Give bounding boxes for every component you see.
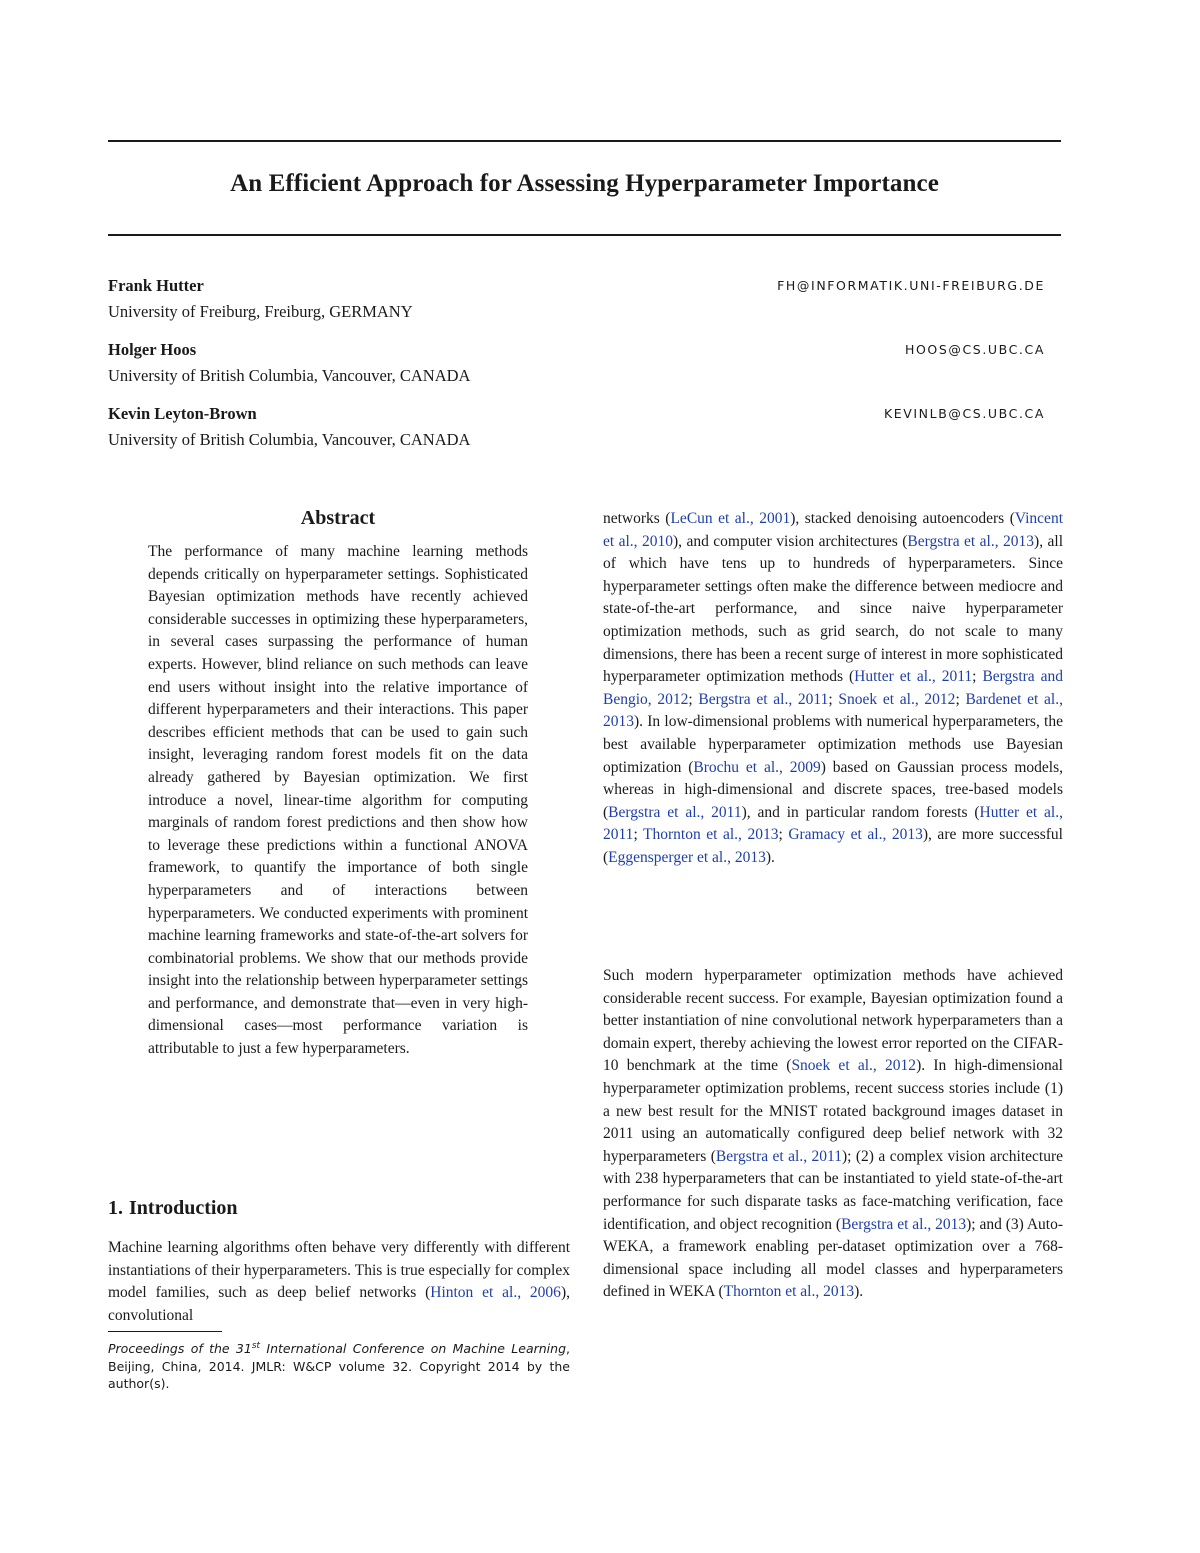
citation-link[interactable]: Gramacy et al., 2013: [788, 826, 923, 844]
footnote-venue: [108, 1341, 566, 1356]
paragraph-text: ). In low-dimensional problems with numerical hyperparameters, the best available hyperparameter optimization methods use Bayesian optimization (: [603, 713, 1063, 776]
citation-link[interactable]: Brochu et al., 2009: [693, 758, 821, 776]
section-number: 1.: [108, 1197, 123, 1219]
author-name: Holger Hoos: [108, 340, 197, 359]
intro-paragraph: [108, 1237, 570, 1327]
citation-link[interactable]: Thornton et al., 2013: [723, 1283, 855, 1301]
citation-link[interactable]: Bergstra and Bengio, 2012: [603, 668, 1064, 708]
paragraph-text: ).: [765, 848, 775, 866]
title-rule-top: [108, 140, 1061, 142]
paragraph-text: ).: [854, 1283, 864, 1301]
citation-link[interactable]: Bergstra et al., 2013: [841, 1215, 967, 1233]
author-block: [108, 340, 1045, 385]
paragraph-text: ;: [778, 826, 789, 844]
paragraph-text: ;: [688, 690, 699, 708]
citation-link[interactable]: Hinton et al., 2006: [430, 1284, 561, 1302]
right-column-paragraph-2: [603, 965, 1063, 1304]
paragraph-text: ), and in particular random forests (: [741, 803, 980, 821]
author-affiliation: University of British Columbia, Vancouver, CANADA: [108, 366, 471, 385]
footnote-superscript: st: [251, 1341, 261, 1351]
paragraph-text: ), and computer vision architectures (: [673, 532, 908, 550]
paragraph-text: ;: [972, 668, 983, 686]
paragraph-text: ), stacked denoising autoencoders (: [790, 510, 1015, 527]
paragraph-text: ), all of which have tens up to hundreds of hyperparameters. Since hyperparameter settings often make the difference between mediocre and state-of-the-art performance, and since naive hyperparameter optimization methods, such as grid search, do not scale to many dimensions, there has been a recent surge of interest in more sophisticated hyperparameter optimization methods (: [603, 532, 1063, 686]
citation-link[interactable]: Vincent et al., 2010: [603, 510, 1063, 550]
paragraph-text: ;: [633, 826, 644, 844]
author-affiliation: University of Freiburg, Freiburg, GERMANY: [108, 302, 413, 321]
paragraph-text: ); (2) a complex vision architecture with 238 hyperparameters that can be instantiated to yield state-of-the-art performance for such disparate tasks as face-matching verification, face identification, and object recognition (: [603, 1147, 1063, 1233]
author-email: FH@INFORMATIK.UNI-FREIBURG.DE: [777, 278, 1045, 293]
citation-link[interactable]: Bergstra et al., 2013: [907, 532, 1035, 550]
author-email: HOOS@CS.UBC.CA: [904, 342, 1045, 357]
paragraph-text: ), are more successful (: [603, 826, 1063, 866]
citation-link[interactable]: Hutter et al., 2011: [603, 803, 1063, 844]
author-affiliation: University of British Columbia, Vancouver, CANADA: [108, 430, 471, 449]
author-name: Kevin Leyton-Brown: [108, 404, 257, 423]
paragraph-text: Such modern hyperparameter optimization methods have achieved considerable recent success. For example, Bayesian optimization found a better instantiation of nine convolutional network hyperparameters than a domain expert, thereby achieving the lowest error reported on the CIFAR-10 benchmark at the time (: [603, 967, 1063, 1075]
footnote-venue-text: Proceedings of the 31: [108, 1341, 252, 1357]
citation-link[interactable]: Eggensperger et al., 2013: [608, 848, 766, 866]
citation-link[interactable]: Hutter et al., 2011: [854, 668, 973, 686]
paper-title: An Efficient Approach for Assessing Hyperparameter Importance: [230, 170, 939, 197]
right-column-paragraph-1: [603, 508, 1063, 870]
paragraph-text: ;: [955, 690, 966, 708]
citation-link[interactable]: Bergstra et al., 2011: [698, 690, 829, 708]
footnote-rule: [108, 1331, 222, 1332]
citation-link[interactable]: Thornton et al., 2013: [643, 826, 779, 844]
citation-link[interactable]: Bardenet et al., 2013: [603, 690, 1063, 731]
author-block: [108, 276, 1045, 321]
paragraph-text: ), convolutional: [108, 1284, 570, 1324]
author-name: Frank Hutter: [108, 276, 204, 295]
citation-link[interactable]: Snoek et al., 2012: [791, 1057, 917, 1075]
abstract-heading: Abstract: [300, 507, 376, 529]
paragraph-text: ); and (3) Auto-WEKA, a framework enabling per-dataset optimization over a 768-dimensional space including all model classes and hyperparameters defined in WEKA (: [603, 1215, 1063, 1301]
title-rule-bottom: [108, 234, 1061, 236]
citation-link[interactable]: Snoek et al., 2012: [838, 690, 956, 708]
abstract-text: The performance of many machine learning methods depends critically on hyperparameter settings. Sophisticated Bayesian optimization methods have recently achieved considerable successes in optimizing these hyperparameters, in several cases surpassing the performance of human experts. However, blind reliance on such methods can leave end users without insight into the relative importance of different hyperparameters and their interactions. This paper describes efficient methods that can be used to gain such insight, leveraging random forest models fit on the data already gathered by Bayesian optimization. We first introduce a novel, linear-time algorithm for computing marginals of random forest predictions and then show how to leverage these predictions within a functional ANOVA framework, to quantify the importance of both single hyperparameters and of interactions between hyperparameters. We conducted experiments with prominent machine learning frameworks and state-of-the-art solvers for combinatorial problems. We show that our methods provide insight into the relationship between hyperparameter settings and performance, and demonstrate that—even in very high-dimensional cases—most performance variation is attributable to just a few hyperparameters.: [148, 543, 528, 1058]
paragraph-text: ) based on Gaussian process models, whereas in high-dimensional and discrete spaces, tree-based models (: [603, 758, 1063, 821]
section-title: Introduction: [129, 1197, 238, 1219]
citation-link[interactable]: Bergstra et al., 2011: [608, 803, 742, 821]
footnote-venue-text: International Conference on Machine Learning: [260, 1341, 567, 1357]
paragraph-text: ). In high-dimensional hyperparameter optimization problems, recent success stories include (1) a new best result for the MNIST rotated background images dataset in 2011 using an automatically configured deep belief network with 32 hyperparameters (: [603, 1057, 1063, 1165]
author-email: KEVINLB@CS.UBC.CA: [883, 406, 1045, 421]
footnote: [108, 1338, 570, 1392]
section-heading-introduction: [108, 1197, 238, 1220]
footnote-text: , Beijing, China, 2014. JMLR: W&CP volume 32. Copyright 2014 by the author(s).: [108, 1341, 570, 1391]
paragraph-text: networks (: [603, 510, 671, 527]
paragraph-text: Machine learning algorithms often behave very differently with different instantiations of their hyperparameters. This is true especially for complex model families, such as deep belief networks (: [108, 1239, 570, 1302]
citation-link[interactable]: LeCun et al., 2001: [670, 510, 791, 527]
citation-link[interactable]: Bergstra et al., 2011: [715, 1147, 842, 1165]
author-block: [108, 404, 1045, 449]
paragraph-text: ;: [828, 690, 839, 708]
